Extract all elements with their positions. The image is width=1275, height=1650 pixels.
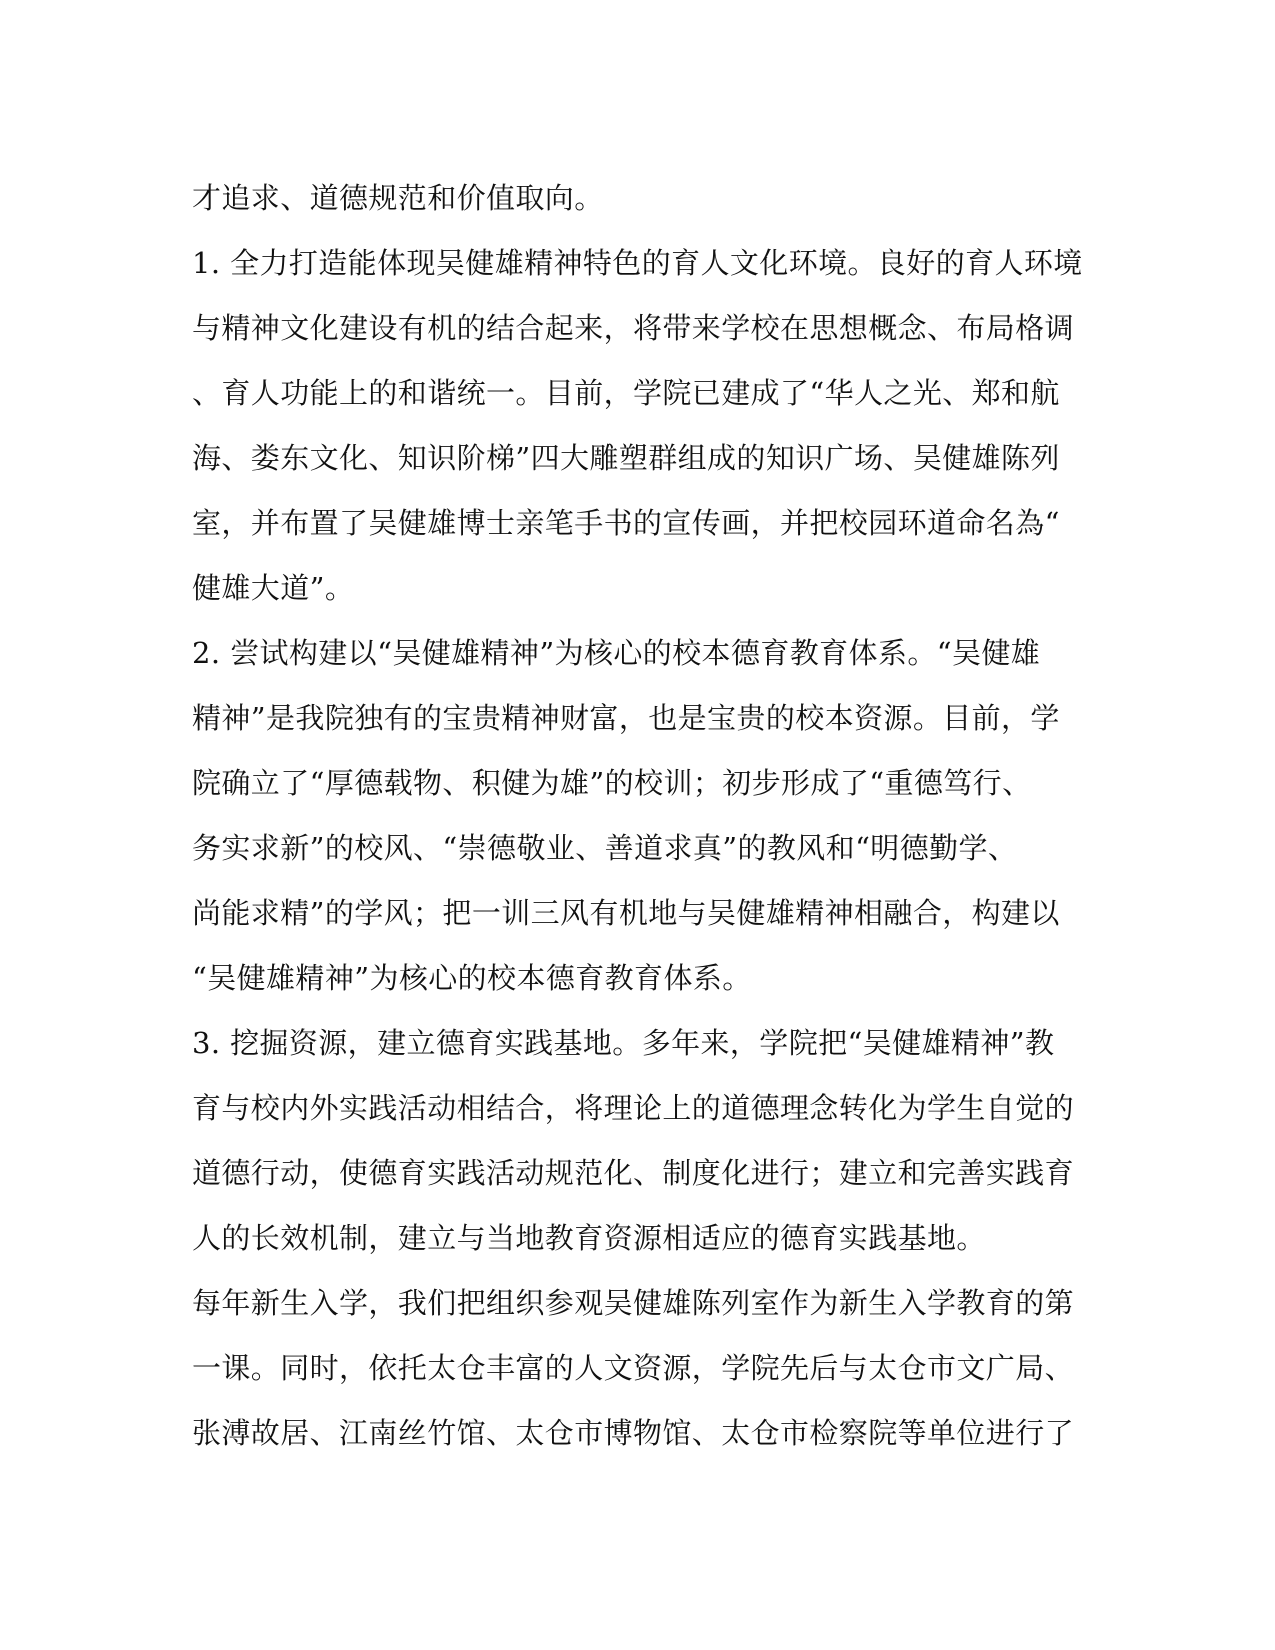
text-line: 室，并布置了吴健雄博士亲笔手书的宣传画，并把校园环道命名為“ <box>192 506 1060 540</box>
text-line: 、育人功能上的和谐统一。目前，学院已建成了“华人之光、郑和航 <box>192 376 1060 410</box>
text-line: 2. 尝试构建以“吴健雄精神”为核心的校本德育教育体系。“吴健雄 <box>192 636 1041 670</box>
body-text <box>192 166 1083 1466</box>
text-line: 务实求新”的校风、“崇德敬业、善道求真”的教风和“明德勤学、 <box>192 831 1018 865</box>
text-line: 1. 全力打造能体现吴健雄精神特色的育人文化环境。良好的育人环境 <box>192 246 1083 280</box>
text-line: 尚能求精”的学风；把一训三风有机地与吴健雄精神相融合，构建以 <box>192 896 1060 930</box>
text-line: 健雄大道”。 <box>192 571 355 605</box>
text-line: 与精神文化建设有机的结合起来，将带来学校在思想概念、布局格调 <box>192 311 1075 345</box>
text-line: 育与校内外实践活动相结合，将理论上的道德理念转化为学生自觉的 <box>192 1091 1075 1125</box>
text-line: 3. 挖掘资源，建立德育实践基地。多年来，学院把“吴健雄精神”教 <box>192 1026 1055 1060</box>
text-line: 海、娄东文化、知识阶梯”四大雕塑群组成的知识广场、吴健雄陈列 <box>192 441 1060 475</box>
text-line: 人的长效机制，建立与当地教育资源相适应的德育实践基地。 <box>192 1221 986 1255</box>
text-line: “吴健雄精神”为核心的校本德育教育体系。 <box>192 961 752 995</box>
text-line: 道德行动，使德育实践活动规范化、制度化进行；建立和完善实践育 <box>192 1156 1075 1190</box>
text-line: 张溥故居、江南丝竹馆、太仓市博物馆、太仓市检察院等单位进行了 <box>192 1416 1075 1450</box>
text-line: 才追求、道德规范和价值取向。 <box>192 181 604 215</box>
text-line: 精神”是我院独有的宝贵精神财富，也是宝贵的校本资源。目前，学 <box>192 701 1060 735</box>
text-line: 每年新生入学，我们把组织参观吴健雄陈列室作为新生入学教育的第 <box>192 1286 1075 1320</box>
text-line: 一课。同时，依托太仓丰富的人文资源，学院先后与太仓市文广局、 <box>192 1351 1075 1385</box>
text-line: 院确立了“厚德载物、积健为雄”的校训；初步形成了“重德笃行、 <box>192 766 1032 800</box>
